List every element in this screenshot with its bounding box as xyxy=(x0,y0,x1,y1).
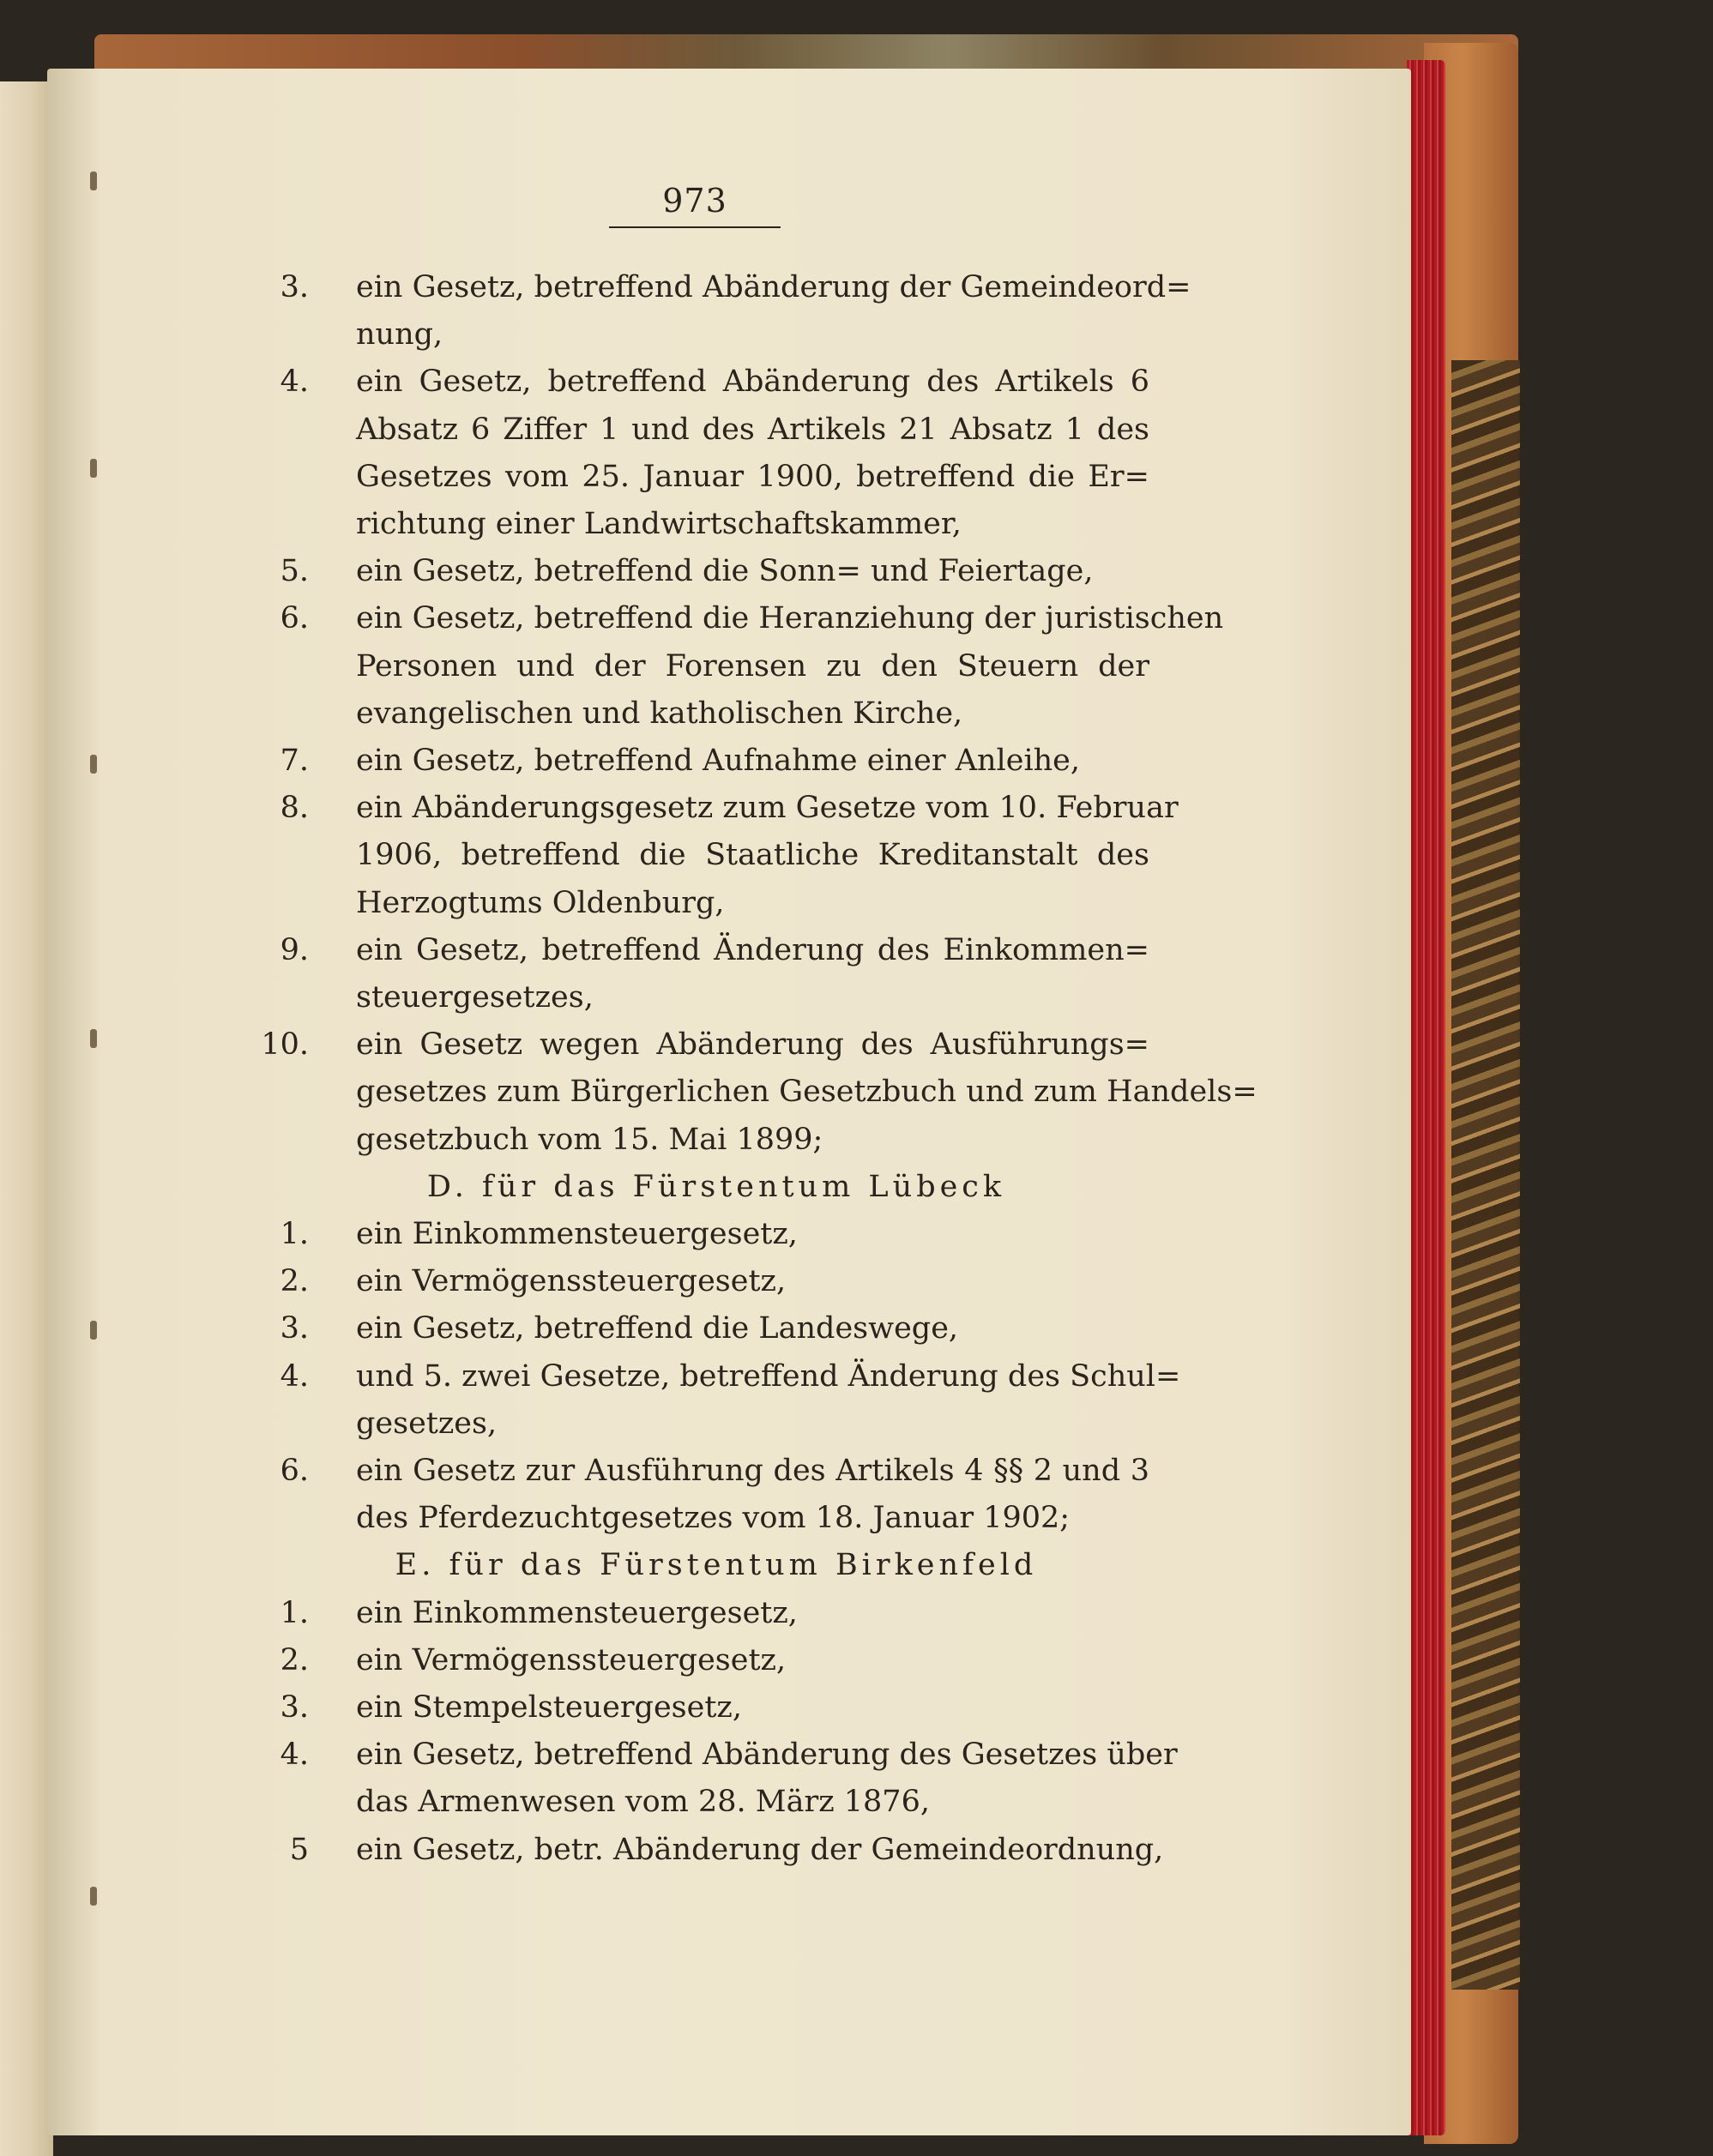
text-line xyxy=(283,1827,1164,1873)
line-text: ein Gesetz, betreffend Aufnahme einer Anleihe, xyxy=(356,744,1081,778)
text-line xyxy=(280,358,1149,405)
text-line xyxy=(283,1117,1149,1163)
item-number: 1. xyxy=(280,1596,309,1630)
line-text: ein Gesetz, betreffend Änderung des Einkommen= xyxy=(356,933,1149,967)
text-line xyxy=(283,690,1149,737)
item-number: 3. xyxy=(280,1311,309,1346)
item-number: 9. xyxy=(280,933,309,967)
red-page-edges xyxy=(1407,60,1445,2135)
text-line xyxy=(280,595,1224,641)
binding-stitch xyxy=(90,755,97,774)
text-line xyxy=(283,454,1149,500)
text-line xyxy=(280,264,1191,310)
text-line xyxy=(280,738,1149,784)
item-number: 7. xyxy=(280,744,309,778)
binding-stitch xyxy=(90,1887,97,1906)
item-number: 6. xyxy=(280,601,309,635)
item-number: 4. xyxy=(280,1737,309,1772)
line-text: ein Gesetz, betreffend die Heranziehung der juristischen xyxy=(356,601,1224,635)
item-number: 5 xyxy=(289,1833,309,1867)
binding-stitch xyxy=(90,1029,97,1048)
line-text: Herzogtums Oldenburg, xyxy=(356,886,725,920)
left-page-strip xyxy=(0,81,53,2156)
binding-stitch xyxy=(90,459,97,478)
text-line xyxy=(283,974,1149,1021)
line-text: ein Gesetz, betreffend Abänderung der Gemeindeord= xyxy=(356,270,1191,304)
text-line xyxy=(280,548,1149,594)
line-text: ein Abänderungsgesetz zum Gesetze vom 10. Februar xyxy=(356,791,1179,825)
page-number: 973 xyxy=(662,182,727,220)
line-text: gesetzes, xyxy=(356,1406,498,1441)
text-line xyxy=(283,1779,1149,1825)
line-text: evangelischen und katholischen Kirche, xyxy=(356,696,963,731)
text-line xyxy=(283,1495,1149,1541)
text-line xyxy=(283,643,1149,690)
line-text: ein Gesetz, betreffend die Sonn= und Feiertage, xyxy=(356,554,1094,588)
section-heading: D. für das Fürstentum Lübeck xyxy=(426,1170,1006,1204)
line-text: das Armenwesen vom 28. März 1876, xyxy=(356,1785,930,1819)
item-number: 6. xyxy=(280,1454,309,1488)
text-line xyxy=(280,1590,1149,1636)
item-number: 3. xyxy=(280,1690,309,1725)
text-line xyxy=(280,1684,1149,1731)
line-text: nung, xyxy=(356,317,443,352)
section-heading: E. für das Fürstentum Birkenfeld xyxy=(395,1548,1038,1582)
line-text: ein Gesetz, betreffend Abänderung des Gesetzes über xyxy=(356,1737,1178,1772)
line-text: richtung einer Landwirtschaftskammer, xyxy=(356,507,962,541)
item-number: 1. xyxy=(280,1217,309,1251)
binding-stitch xyxy=(90,1321,97,1340)
line-text: Absatz 6 Ziffer 1 und des Artikels 21 Absatz 1 des xyxy=(356,413,1149,447)
text-line xyxy=(283,1069,1258,1115)
line-text: ein Einkommensteuergesetz, xyxy=(356,1217,798,1251)
text-line xyxy=(280,1731,1178,1778)
line-text: 1906, betreffend die Staatliche Kreditanstalt des xyxy=(356,838,1149,872)
line-text: Gesetzes vom 25. Januar 1900, betreffend die Er= xyxy=(356,460,1149,494)
text-line xyxy=(280,1258,1149,1304)
text-line xyxy=(280,1637,1149,1683)
item-number: 4. xyxy=(280,364,309,399)
text-line xyxy=(283,311,1149,358)
text-line xyxy=(283,832,1149,878)
line-text: ein Einkommensteuergesetz, xyxy=(356,1596,798,1630)
line-text: des Pferdezuchtgesetzes vom 18. Januar 1902; xyxy=(356,1501,1071,1535)
item-number: 4. xyxy=(280,1359,309,1394)
item-number: 10. xyxy=(261,1027,309,1062)
line-text: gesetzbuch vom 15. Mai 1899; xyxy=(356,1123,823,1157)
line-text: ein Stempelsteuergesetz, xyxy=(356,1690,742,1725)
text-line xyxy=(261,1021,1149,1068)
line-text: ein Gesetz zur Ausführung des Artikels 4 §§ 2 und 3 xyxy=(356,1454,1149,1488)
text-line xyxy=(283,1400,1149,1447)
text-line xyxy=(283,880,1149,926)
line-text: Personen und der Forensen zu den Steuern der xyxy=(356,649,1149,684)
line-text: gesetzes zum Bürgerlichen Gesetzbuch und zum Handels= xyxy=(356,1075,1258,1109)
line-text: ein Gesetz, betreffend Abänderung des Artikels 6 xyxy=(356,364,1149,399)
text-line xyxy=(283,501,1149,547)
text-line xyxy=(280,1305,1149,1352)
header-rule xyxy=(609,226,781,228)
line-text: ein Vermögenssteuergesetz, xyxy=(356,1264,787,1298)
text-line xyxy=(280,1448,1149,1494)
item-number: 8. xyxy=(280,791,309,825)
line-text: ein Gesetz, betreffend die Landeswege, xyxy=(356,1311,959,1346)
binding-stitch xyxy=(90,172,97,190)
text-line xyxy=(283,407,1149,453)
line-text: und 5. zwei Gesetze, betreffend Änderung des Schul= xyxy=(356,1359,1181,1394)
text-line xyxy=(280,1353,1181,1400)
line-text: steuergesetzes, xyxy=(356,980,594,1015)
item-number: 2. xyxy=(280,1643,309,1677)
item-number: 3. xyxy=(280,270,309,304)
item-number: 5. xyxy=(280,554,309,588)
text-line xyxy=(280,927,1149,973)
marbled-cover-pattern xyxy=(1451,360,1520,1990)
item-number: 2. xyxy=(280,1264,309,1298)
line-text: ein Gesetz, betr. Abänderung der Gemeindeordnung, xyxy=(356,1833,1164,1867)
text-line xyxy=(280,785,1179,831)
line-text: ein Vermögenssteuergesetz, xyxy=(356,1643,787,1677)
text-line xyxy=(280,1211,1149,1257)
line-text: ein Gesetz wegen Abänderung des Ausführungs= xyxy=(356,1027,1149,1062)
